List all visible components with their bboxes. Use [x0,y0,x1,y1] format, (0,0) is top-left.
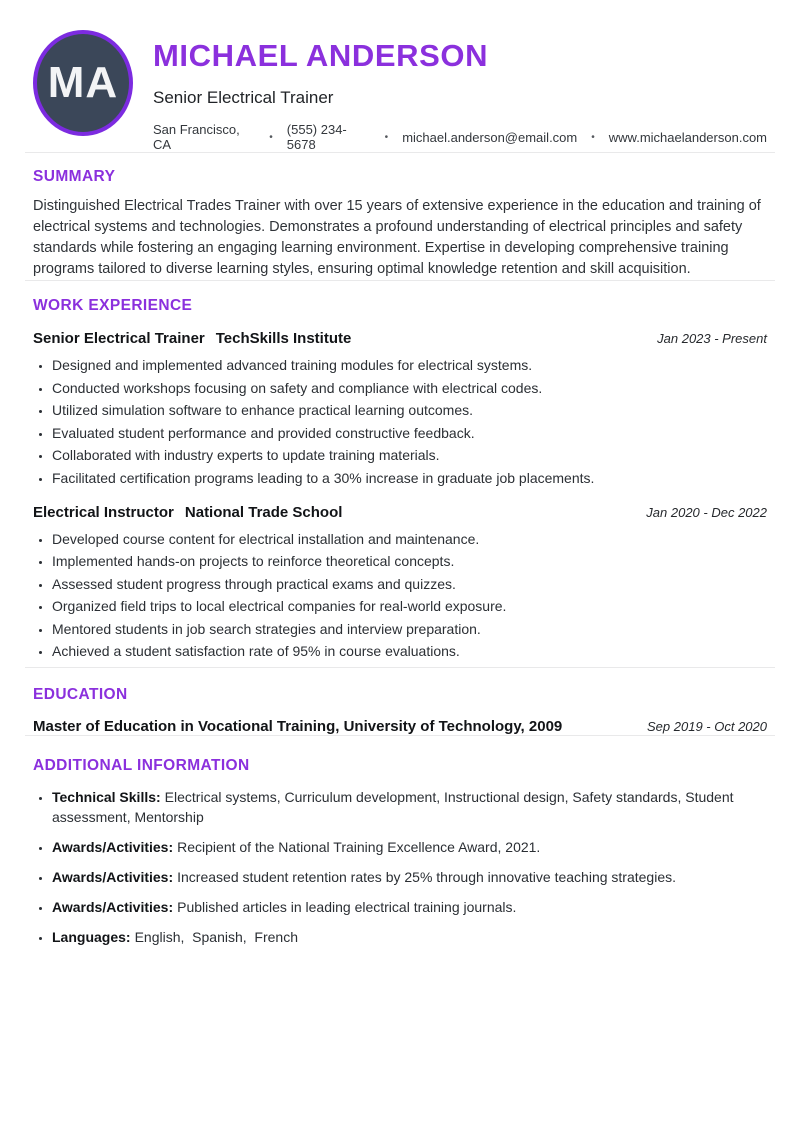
avatar-initials: MA [47,58,119,107]
job-entry [33,329,767,486]
section-additional-information [33,757,767,947]
bullet-separator-icon: • [591,131,595,143]
additional-info-label: Languages: [52,928,131,945]
contact-phone: (555) 234-5678 [286,122,347,153]
additional-info-text: Published articles in leading electrical training journals. [177,898,517,915]
additional-info-item [52,927,767,947]
header-text [153,30,767,152]
section-education [33,686,767,735]
job-bullet: • Assessed student progress through practical exams and quizzes. [52,577,767,592]
additional-info-item [52,787,767,827]
education-degree: Master of Education in Vocational Training, University of Technology, 2009 [33,717,563,735]
education-heading: EDUCATION [33,685,128,703]
additional-info-text: English, Spanish, French [134,928,298,945]
additional-info-label: Awards/Activities: [52,868,174,885]
resume-header [33,0,767,152]
job-bullet-list [33,358,767,486]
contact-website: www.michaelanderson.com [608,129,767,145]
section-divider [25,280,775,281]
additional-information-heading: ADDITIONAL INFORMATION [33,756,250,774]
job-bullet: • Developed course content for electrical installation and maintenance. [52,532,767,547]
job-bullet: • Designed and implemented advanced training modules for electrical systems. [52,358,767,373]
section-work-experience [33,297,767,659]
candidate-name: MICHAEL ANDERSON [153,38,489,73]
job-entry [33,503,767,660]
job-bullet-list [33,532,767,660]
additional-info-label: Awards/Activities: [52,838,174,855]
job-title: Electrical Instructor [33,503,174,521]
job-bullet: • Facilitated certification programs leading to a 30% increase in graduate job placements. [52,471,767,486]
avatar [33,30,133,136]
section-divider [25,152,775,153]
bullet-separator-icon: • [269,131,273,143]
summary-heading: SUMMARY [33,168,116,186]
additional-info-item [52,837,767,857]
job-bullet: • Evaluated student performance and provided constructive feedback. [52,426,767,441]
job-bullet: • Collaborated with industry experts to update training materials. [52,448,767,463]
additional-info-list [33,787,767,947]
candidate-job-title: Senior Electrical Trainer [153,88,334,108]
job-bullet: • Conducted workshops focusing on safety and compliance with electrical codes. [52,381,767,396]
job-dates: Jan 2020 - Dec 2022 [646,504,767,520]
job-bullet: • Achieved a student satisfaction rate of 95% in course evaluations. [52,644,767,659]
job-bullet: • Organized field trips to local electrical companies for real-world exposure. [52,599,767,614]
summary-text: Distinguished Electrical Trades Trainer with over 15 years of extensive experience in the education and training of electrical systems and technologies. Demonstrates a profound understanding of electrical principles and safety standards while fostering an engaging learning environment. Expertise in developing comprehensive training programs tailored to diverse learning styles, ensuring optimal knowledge retention and skill acquisition. [33,198,761,278]
job-header [33,329,767,348]
job-dates: Jan 2023 - Present [657,331,767,347]
section-divider [25,735,775,736]
section-divider [25,667,775,668]
job-company: National Trade School [184,503,343,521]
additional-info-text: Recipient of the National Training Excellence Award, 2021. [177,838,541,855]
contact-location: San Francisco, CA [153,122,240,153]
additional-info-item [52,867,767,887]
job-title-company [33,504,342,522]
additional-info-text: Electrical systems, Curriculum development, Instructional design, Safety standards, Student assessment, Mentorship [52,788,738,825]
education-entry [33,717,767,735]
contact-row [153,122,767,152]
section-summary [33,168,767,280]
work-experience-heading: WORK EXPERIENCE [33,297,193,315]
job-title-company [33,330,351,348]
job-bullet: • Implemented hands-on projects to reinforce theoretical concepts. [52,554,767,569]
additional-info-label: Technical Skills: [52,788,161,805]
job-bullet: • Utilized simulation software to enhance practical learning outcomes. [52,403,767,418]
bullet-separator-icon: • [384,131,389,143]
job-bullet: • Mentored students in job search strategies and interview preparation. [52,622,767,637]
job-header [33,503,767,522]
additional-info-item [52,897,767,917]
job-title: Senior Electrical Trainer [33,330,205,348]
additional-info-label: Awards/Activities: [52,898,174,915]
job-company: TechSkills Institute [215,330,352,348]
additional-info-text: Increased student retention rates by 25% through innovative teaching strategies. [177,868,676,885]
contact-email: michael.anderson@email.com [402,129,578,145]
education-dates: Sep 2019 - Oct 2020 [647,718,767,734]
